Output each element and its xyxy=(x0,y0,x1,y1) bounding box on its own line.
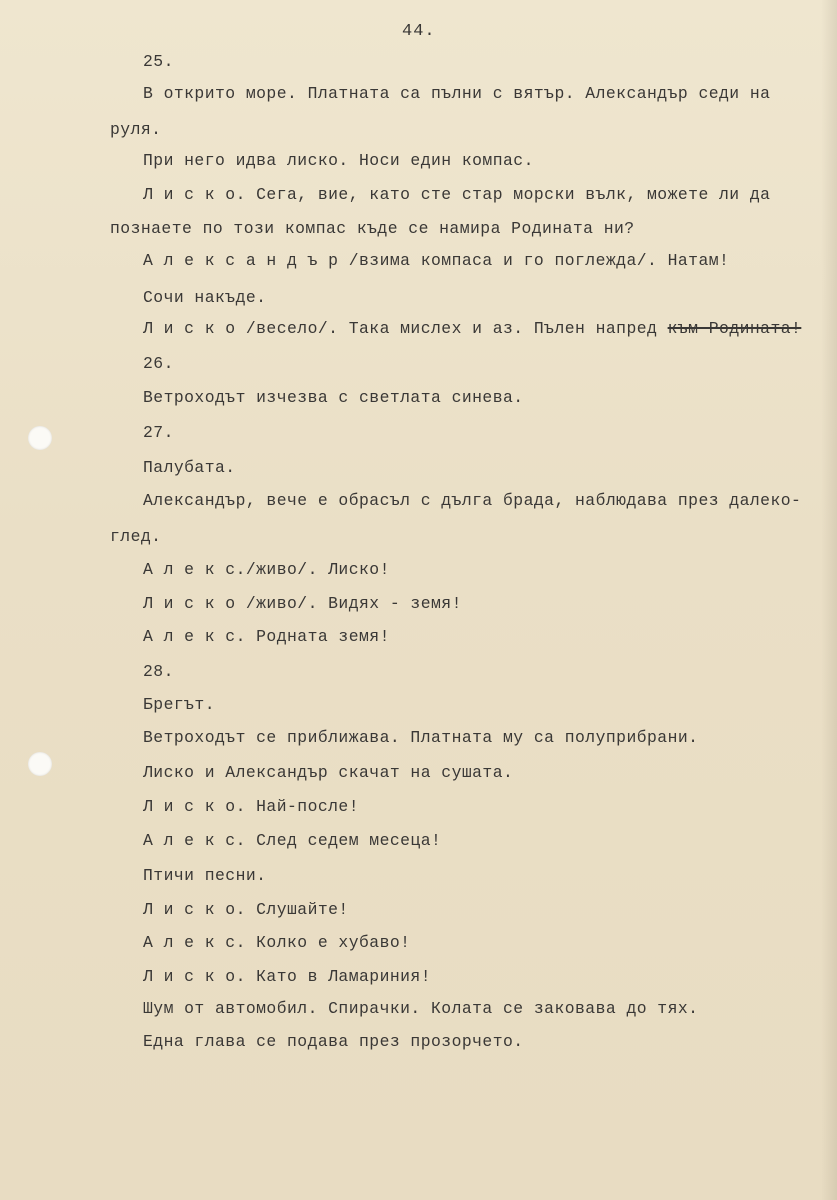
dialogue-line: А л е к с а н д ъ р /взима компаса и го поглежда/. Натам! xyxy=(143,251,730,270)
punch-hole xyxy=(28,752,52,776)
dialogue-line xyxy=(143,319,801,339)
text-line: Ветроходът се приближава. Платната му са полуприбрани. xyxy=(143,728,699,747)
text-line: руля. xyxy=(110,120,162,139)
dialogue-line: А л е к с. Родната земя! xyxy=(143,627,390,646)
text-line: Една глава се подава през прозорчето. xyxy=(143,1032,524,1051)
text-line: Сочи накъде. xyxy=(143,288,267,307)
scene-number: 25. xyxy=(143,52,174,71)
dialogue-line: А л е к с./живо/. Лиско! xyxy=(143,560,390,579)
dialogue-line: А л е к с. Колко е хубаво! xyxy=(143,933,411,952)
page-edge-shadow xyxy=(821,0,837,1200)
text-line: В открито море. Платната са пълни с вятър. Александър седи на xyxy=(143,84,771,103)
text-line: Шум от автомобил. Спирачки. Колата се заковава до тях. xyxy=(143,999,699,1018)
text-line: Лиско и Александър скачат на сушата. xyxy=(143,763,514,782)
scene-number: 28. xyxy=(143,662,174,681)
dialogue-line: Л и с к о. Най-после! xyxy=(143,797,360,816)
text-line: При него идва лиско. Носи един компас. xyxy=(143,151,534,170)
text-line: Александър, вече е обрасъл с дълга брада, наблюдава през далеко- xyxy=(143,491,802,510)
scene-number: 27. xyxy=(143,423,174,442)
dialogue-line: Л и с к о. Като в Ламариния! xyxy=(143,967,432,986)
text-line: Палубата. xyxy=(143,458,236,477)
text-line: Ветроходът изчезва с светлата синева. xyxy=(143,388,524,407)
text-line: Птичи песни. xyxy=(143,866,267,885)
scene-number: 26. xyxy=(143,354,174,373)
struck-through-text: към Родината! xyxy=(667,319,802,338)
text-line: Брегът. xyxy=(143,695,216,714)
dialogue-line: А л е к с. След седем месеца! xyxy=(143,831,442,850)
text-line: глед. xyxy=(110,527,162,546)
punch-hole xyxy=(28,426,52,450)
dialogue-line: Л и с к о. Сега, вие, като сте стар морски вълк, можете ли да xyxy=(143,185,771,204)
dialogue-line: Л и с к о /живо/. Видях - земя! xyxy=(143,594,462,613)
dialogue-text: Л и с к о /весело/. Така мислех и аз. Пълен напред xyxy=(143,319,658,338)
dialogue-line: познаете по този компас къде се намира Родината ни? xyxy=(110,219,635,238)
dialogue-line: Л и с к о. Слушайте! xyxy=(143,900,349,919)
page-number: 44. xyxy=(402,22,436,41)
